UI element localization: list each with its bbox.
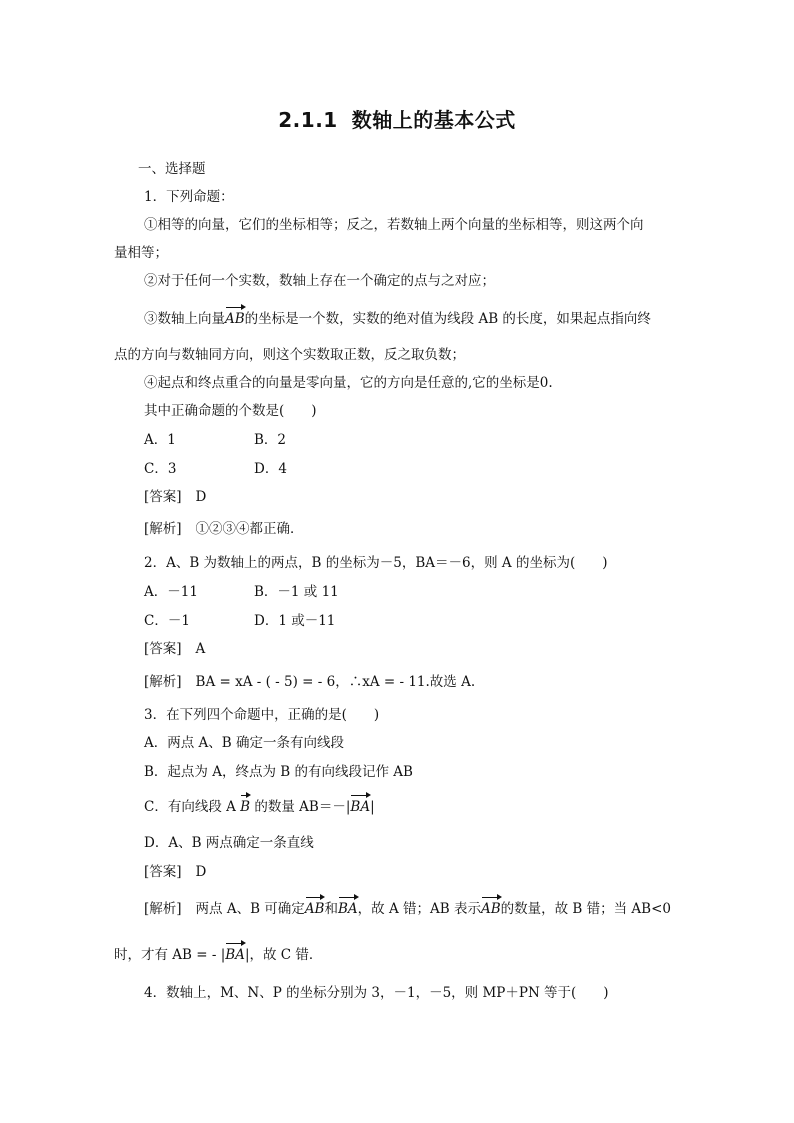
q2-options-row-1: [144, 583, 339, 601]
q3-c-text-3: |: [370, 799, 375, 815]
q3-analysis: [144, 900, 671, 918]
vector-ab: AB: [304, 901, 325, 917]
analysis-text: 时，才有 AB = - |: [114, 947, 226, 963]
q4-stem: 4．数轴上，M、N、P 的坐标分别为 3，－1，－5，则 MP＋PN 等于( ): [144, 985, 609, 1001]
analysis-text: 两点 A、B 可确定: [195, 901, 305, 917]
answer-value: A: [195, 641, 206, 657]
q3-c-text: C．有向线段 A: [144, 799, 241, 815]
q1-statement-1: ①相等的向量，它们的坐标相等；反之，若数轴上两个向量的坐标相等，则这两个向: [144, 217, 644, 233]
q1-answer: [144, 488, 206, 506]
q1-statement-2: ②对于任何一个实数，数轴上存在一个确定的点与之对应；: [144, 273, 495, 289]
q1-s3-text-2: 的坐标是一个数，实数的绝对值为线段 AB 的长度，如果起点指向终: [244, 311, 651, 327]
q1-s3-text: ③数轴上向量: [144, 311, 225, 327]
q1-options-row-2: [144, 460, 287, 478]
q2-option-c: C．－1: [144, 613, 190, 629]
q1-statement-3: [144, 310, 651, 328]
analysis-text: |，故 C 错．: [244, 947, 323, 963]
answer-tag: [答案]: [144, 489, 182, 505]
q1-analysis: [144, 520, 304, 538]
q3-option-c: [144, 798, 375, 816]
section-title: 数轴上的基本公式: [351, 108, 516, 132]
answer-value: D: [195, 489, 207, 505]
q1-options-row-1: [144, 431, 287, 449]
analysis-text: 和: [324, 901, 338, 917]
section-number: 2.1.1: [278, 108, 338, 132]
q1-option-c: C．3: [144, 461, 177, 477]
q2-analysis: [144, 673, 475, 691]
analysis-text: 的数量，故 B 错；当 AB<0: [500, 901, 671, 917]
q1-option-a: A．1: [144, 432, 176, 448]
q2-option-b: B．－1 或 11: [254, 584, 339, 600]
section-heading: 一、选择题: [138, 161, 206, 177]
vector-ba: BA: [350, 799, 371, 815]
q2-option-d: D．1 或－11: [254, 613, 336, 629]
vector-ab: AB: [480, 901, 501, 917]
q1-statement-3-cont: 点的方向与数轴同方向，则这个实数取正数，反之取负数；: [114, 347, 465, 363]
q3-option-a: A．两点 A、B 确定一条有向线段: [144, 735, 345, 751]
q2-stem: 2．A、B 为数轴上的两点，B 的坐标为－5，BA＝－6，则 A 的坐标为( ): [144, 555, 608, 571]
q1-question: 其中正确命题的个数是( ): [144, 403, 317, 419]
q3-answer: [144, 863, 206, 881]
vector-ba: BA: [225, 947, 245, 963]
analysis-tag: [解析]: [144, 901, 182, 917]
answer-tag: [答案]: [144, 641, 182, 657]
analysis-text: BA = xA - ( - 5) = - 6，∴xA = - 11.故选 A.: [195, 674, 476, 690]
analysis-tag: [解析]: [144, 521, 182, 537]
q2-option-a: A．－11: [144, 584, 198, 600]
q3-option-b: B．起点为 A，终点为 B 的有向线段记作 AB: [144, 764, 413, 780]
q3-analysis-cont: [114, 946, 322, 964]
vector-b: B: [240, 799, 251, 815]
q1-option-d: D．4: [254, 461, 287, 477]
q1-option-b: B．2: [254, 432, 287, 448]
page-title: [0, 104, 794, 133]
answer-tag: [答案]: [144, 864, 182, 880]
analysis-text: ①②③④都正确．: [195, 521, 304, 537]
q3-option-d: D．A、B 两点确定一条直线: [144, 835, 314, 851]
vector-ba: BA: [337, 901, 358, 917]
q3-stem: 3．在下列四个命题中，正确的是( ): [144, 707, 380, 723]
q1-stem: 1．下列命题：: [144, 189, 234, 205]
q1-statement-4: ④起点和终点重合的向量是零向量，它的方向是任意的,它的坐标是0.: [144, 375, 553, 391]
analysis-tag: [解析]: [144, 674, 182, 690]
answer-value: D: [195, 864, 207, 880]
q2-answer: [144, 640, 205, 658]
q3-c-text-2: 的数量 AB＝－|: [250, 799, 351, 815]
q1-statement-1-cont: 量相等；: [114, 245, 168, 261]
analysis-text: ，故 A 错；AB 表示: [357, 901, 481, 917]
q2-options-row-2: [144, 612, 336, 630]
vector-ab: AB: [225, 311, 245, 327]
